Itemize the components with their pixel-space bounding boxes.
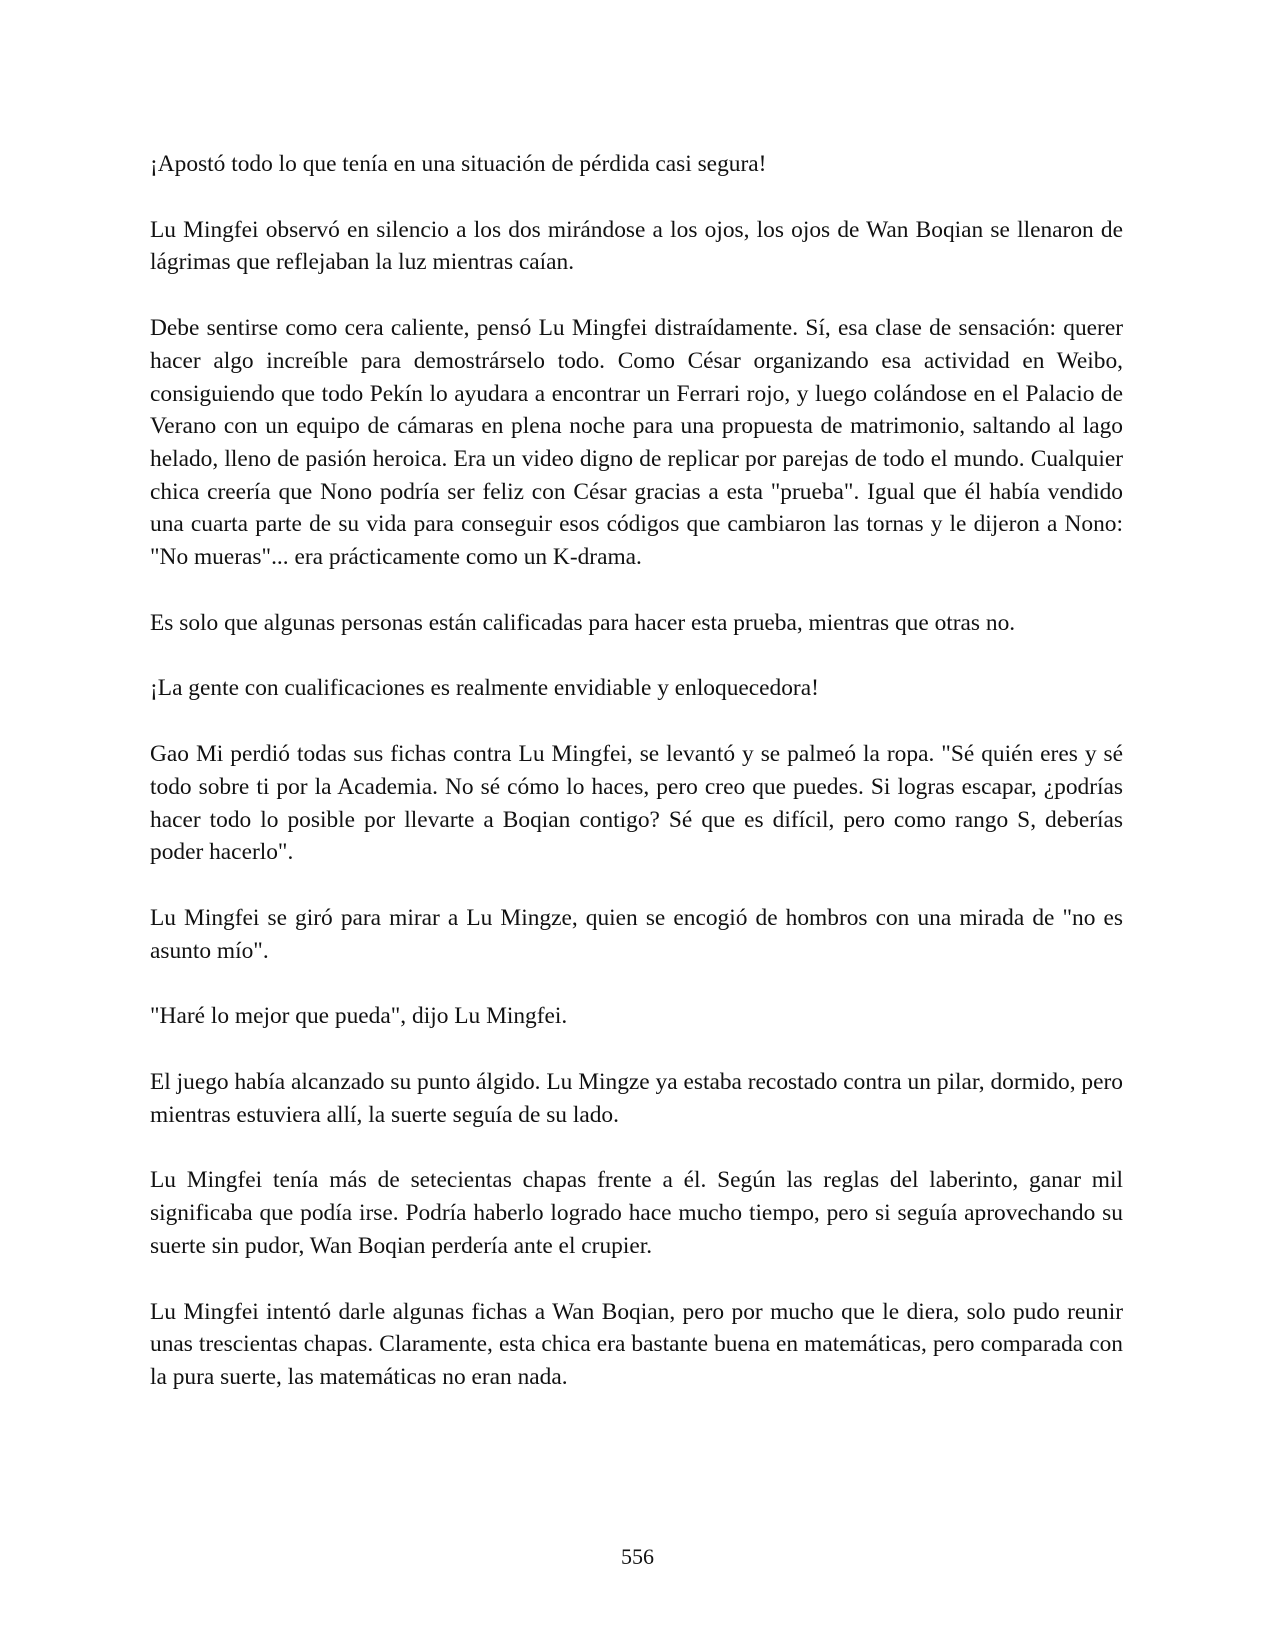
- page-number: 556: [621, 1544, 654, 1569]
- paragraph-8: "Haré lo mejor que pueda", dijo Lu Mingfei.: [150, 1003, 568, 1030]
- page-body: [150, 148, 1123, 1427]
- paragraph-1: ¡Apostó todo lo que tenía en una situación de pérdida casi segura!: [150, 151, 767, 177]
- paragraph-4: Es solo que algunas personas están calificadas para hacer esta prueba, mientras que otras no.: [150, 609, 1016, 636]
- paragraph-2: Lu Mingfei observó en silencio a los dos mirándose a los ojos, los ojos de Wan Boqian se llenaron de lágrimas que reflejaban la luz mientras caían.: [150, 216, 1123, 276]
- paragraph-10: Lu Mingfei tenía más de setecientas chapas frente a él. Según las reglas del laberinto, ganar mil significaba que podía irse. Podría haberlo logrado hace mucho tiempo, pero si seguía aprovechando su suerte sin pudor, Wan Boqian perdería ante el crupier.: [150, 1167, 1123, 1259]
- paragraph-7: Lu Mingfei se giró para mirar a Lu Mingze, quien se encogió de hombros con una mirada de "no es asunto mío".: [150, 904, 1123, 964]
- paragraph-3: Debe sentirse como cera caliente, pensó Lu Mingfei distraídamente. Sí, esa clase de sensación: querer hacer algo increíble para demostrárselo todo. Como César organizando esa actividad en Weibo, consiguiendo que todo Pekín lo ayudara a encontrar un Ferrari rojo, y luego colándose en el Palacio de Verano con un equipo de cámaras en plena noche para una propuesta de matrimonio, saltando al lago helado, lleno de pasión heroica. Era un video digno de replicar por parejas de todo el mundo. Cualquier chica creería que Nono podría ser feliz con César gracias a esta "prueba". Igual que él había vendido una cuarta parte de su vida para conseguir esos códigos que cambiaron las tornas y le dijeron a Nono: "No mueras"... era prácticamente como un K-drama.: [150, 315, 1123, 571]
- paragraph-11: Lu Mingfei intentó darle algunas fichas a Wan Boqian, pero por mucho que le diera, solo pudo reunir unas trescientas chapas. Claramente, esta chica era bastante buena en matemáticas, pero comparada con la pura suerte, las matemáticas no eran nada.: [150, 1298, 1123, 1390]
- paragraph-9: El juego había alcanzado su punto álgido. Lu Mingze ya estaba recostado contra un pilar, dormido, pero mientras estuviera allí, la suerte seguía de su lado.: [150, 1069, 1123, 1128]
- paragraph-5: ¡La gente con cualificaciones es realmente envidiable y enloquecedora!: [150, 675, 819, 702]
- paragraph-6: Gao Mi perdió todas sus fichas contra Lu Mingfei, se levantó y se palmeó la ropa. "Sé quién eres y sé todo sobre ti por la Academia. No sé cómo lo haces, pero creo que puedes. Si logras escapar, ¿podrías hacer todo lo posible por llevarte a Boqian contigo? Sé que es difícil, pero como rango S, deberías poder hacerlo".: [150, 741, 1123, 866]
